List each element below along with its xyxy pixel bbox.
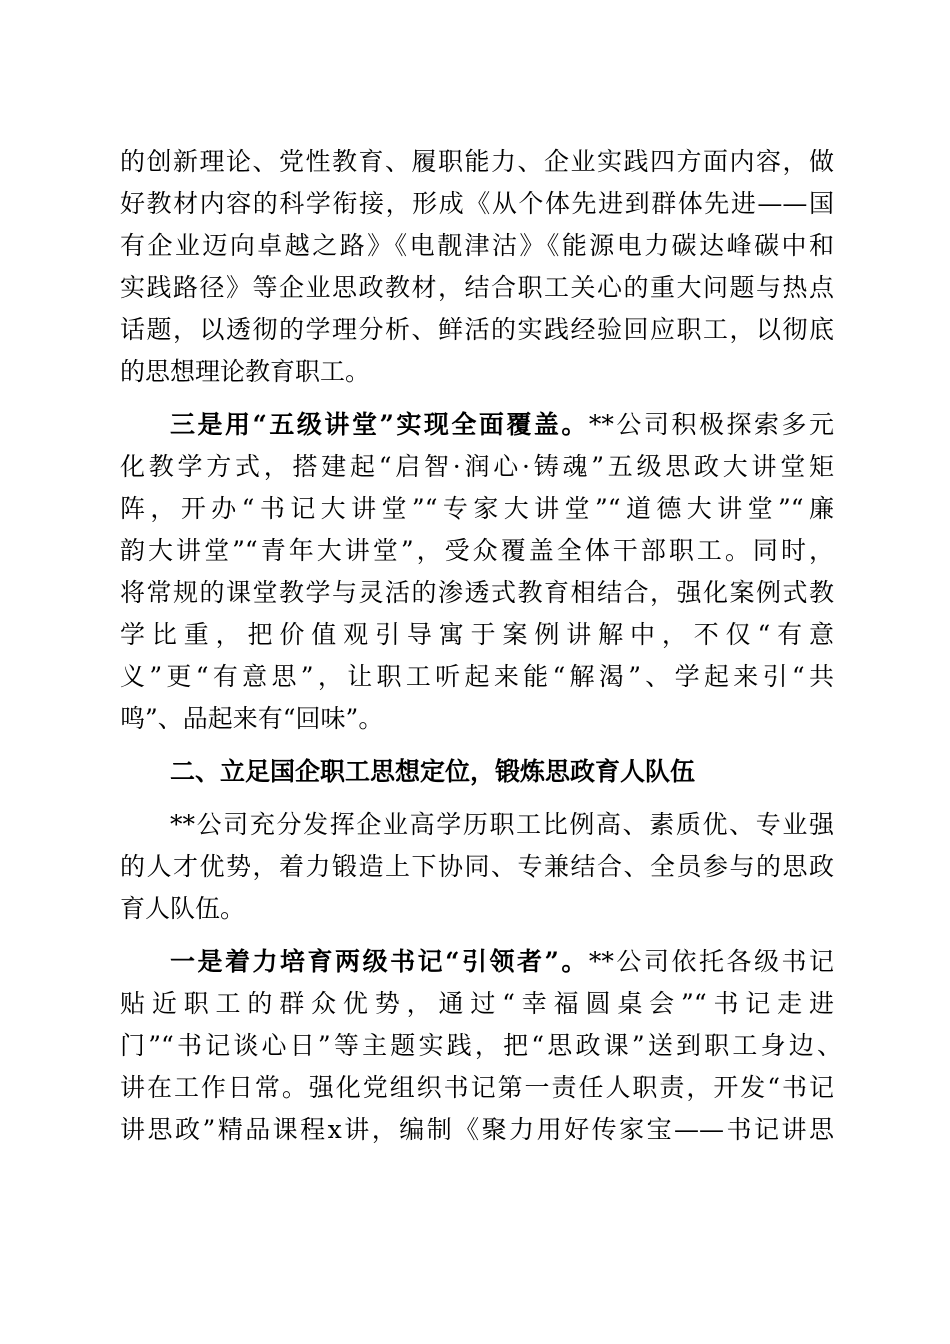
paragraph-line: 鸣”、品起来有“回味”。 (120, 704, 384, 733)
paragraph-line: 有企业迈向卓越之路》《电靓津沽》《能源电力碳达峰碳中和 (120, 231, 834, 260)
paragraph-line: 将常规的课堂教学与灵活的渗透式教育相结合，强化案例式教 (120, 578, 834, 607)
paragraph-line (170, 942, 834, 982)
paragraph-line: 话题，以透彻的学理分析、鲜活的实践经验回应职工，以彻底 (120, 315, 834, 344)
paragraph-line: 化教学方式，搭建起“启智·润心·铸魂”五级思政大讲堂矩 (120, 452, 834, 481)
paragraph-line: 讲思政”精品课程x讲，编制《聚力用好传家宝——书记讲思 (120, 1115, 834, 1144)
paragraph-line: 的创新理论、党性教育、履职能力、企业实践四方面内容，做 (120, 147, 834, 176)
paragraph-text: **公司积极探索多元 (588, 410, 834, 439)
paragraph-line: 学比重，把价值观引导寓于案例讲解中，不仅“有意 (120, 620, 834, 649)
paragraph-line: 韵大讲堂”“青年大讲堂”，受众覆盖全体干部职工。同时， (120, 536, 834, 565)
paragraph-text: **公司依托各级书记 (588, 947, 834, 976)
paragraph-line: 好教材内容的科学衔接，形成《从个体先进到群体先进——国 (120, 189, 834, 218)
paragraph-line: 的人才优势，着力锻造上下协同、专兼结合、全员参与的思政 (120, 852, 834, 881)
paragraph-line: 阵，开办“书记大讲堂”“专家大讲堂”“道德大讲堂”“廉 (120, 494, 834, 523)
section-heading: 二、立足国企职工思想定位，锻炼思政育人队伍 (170, 757, 696, 786)
subheading-lead: 一是着力培育两级书记“引领者”。 (170, 947, 589, 976)
paragraph-line: 义”更“有意思”，让职工听起来能“解渴”、学起来引“共 (120, 662, 834, 691)
paragraph-line: 贴近职工的群众优势，通过“幸福圆桌会”“书记走进 (120, 989, 834, 1018)
paragraph-line (170, 405, 834, 445)
paragraph-line: 讲在工作日常。强化党组织书记第一责任人职责，开发“书记 (120, 1073, 834, 1102)
paragraph-line: 育人队伍。 (120, 894, 246, 923)
subheading-lead: 三是用“五级讲堂”实现全面覆盖。 (170, 410, 589, 439)
paragraph-line: 的思想理论教育职工。 (120, 357, 371, 386)
paragraph-line: **公司充分发挥企业高学历职工比例高、素质优、专业强 (170, 810, 834, 839)
paragraph-line: 实践路径》等企业思政教材，结合职工关心的重大问题与热点 (120, 273, 834, 302)
paragraph-line: 门”“书记谈心日”等主题实践，把“思政课”送到职工身边、 (120, 1031, 842, 1060)
